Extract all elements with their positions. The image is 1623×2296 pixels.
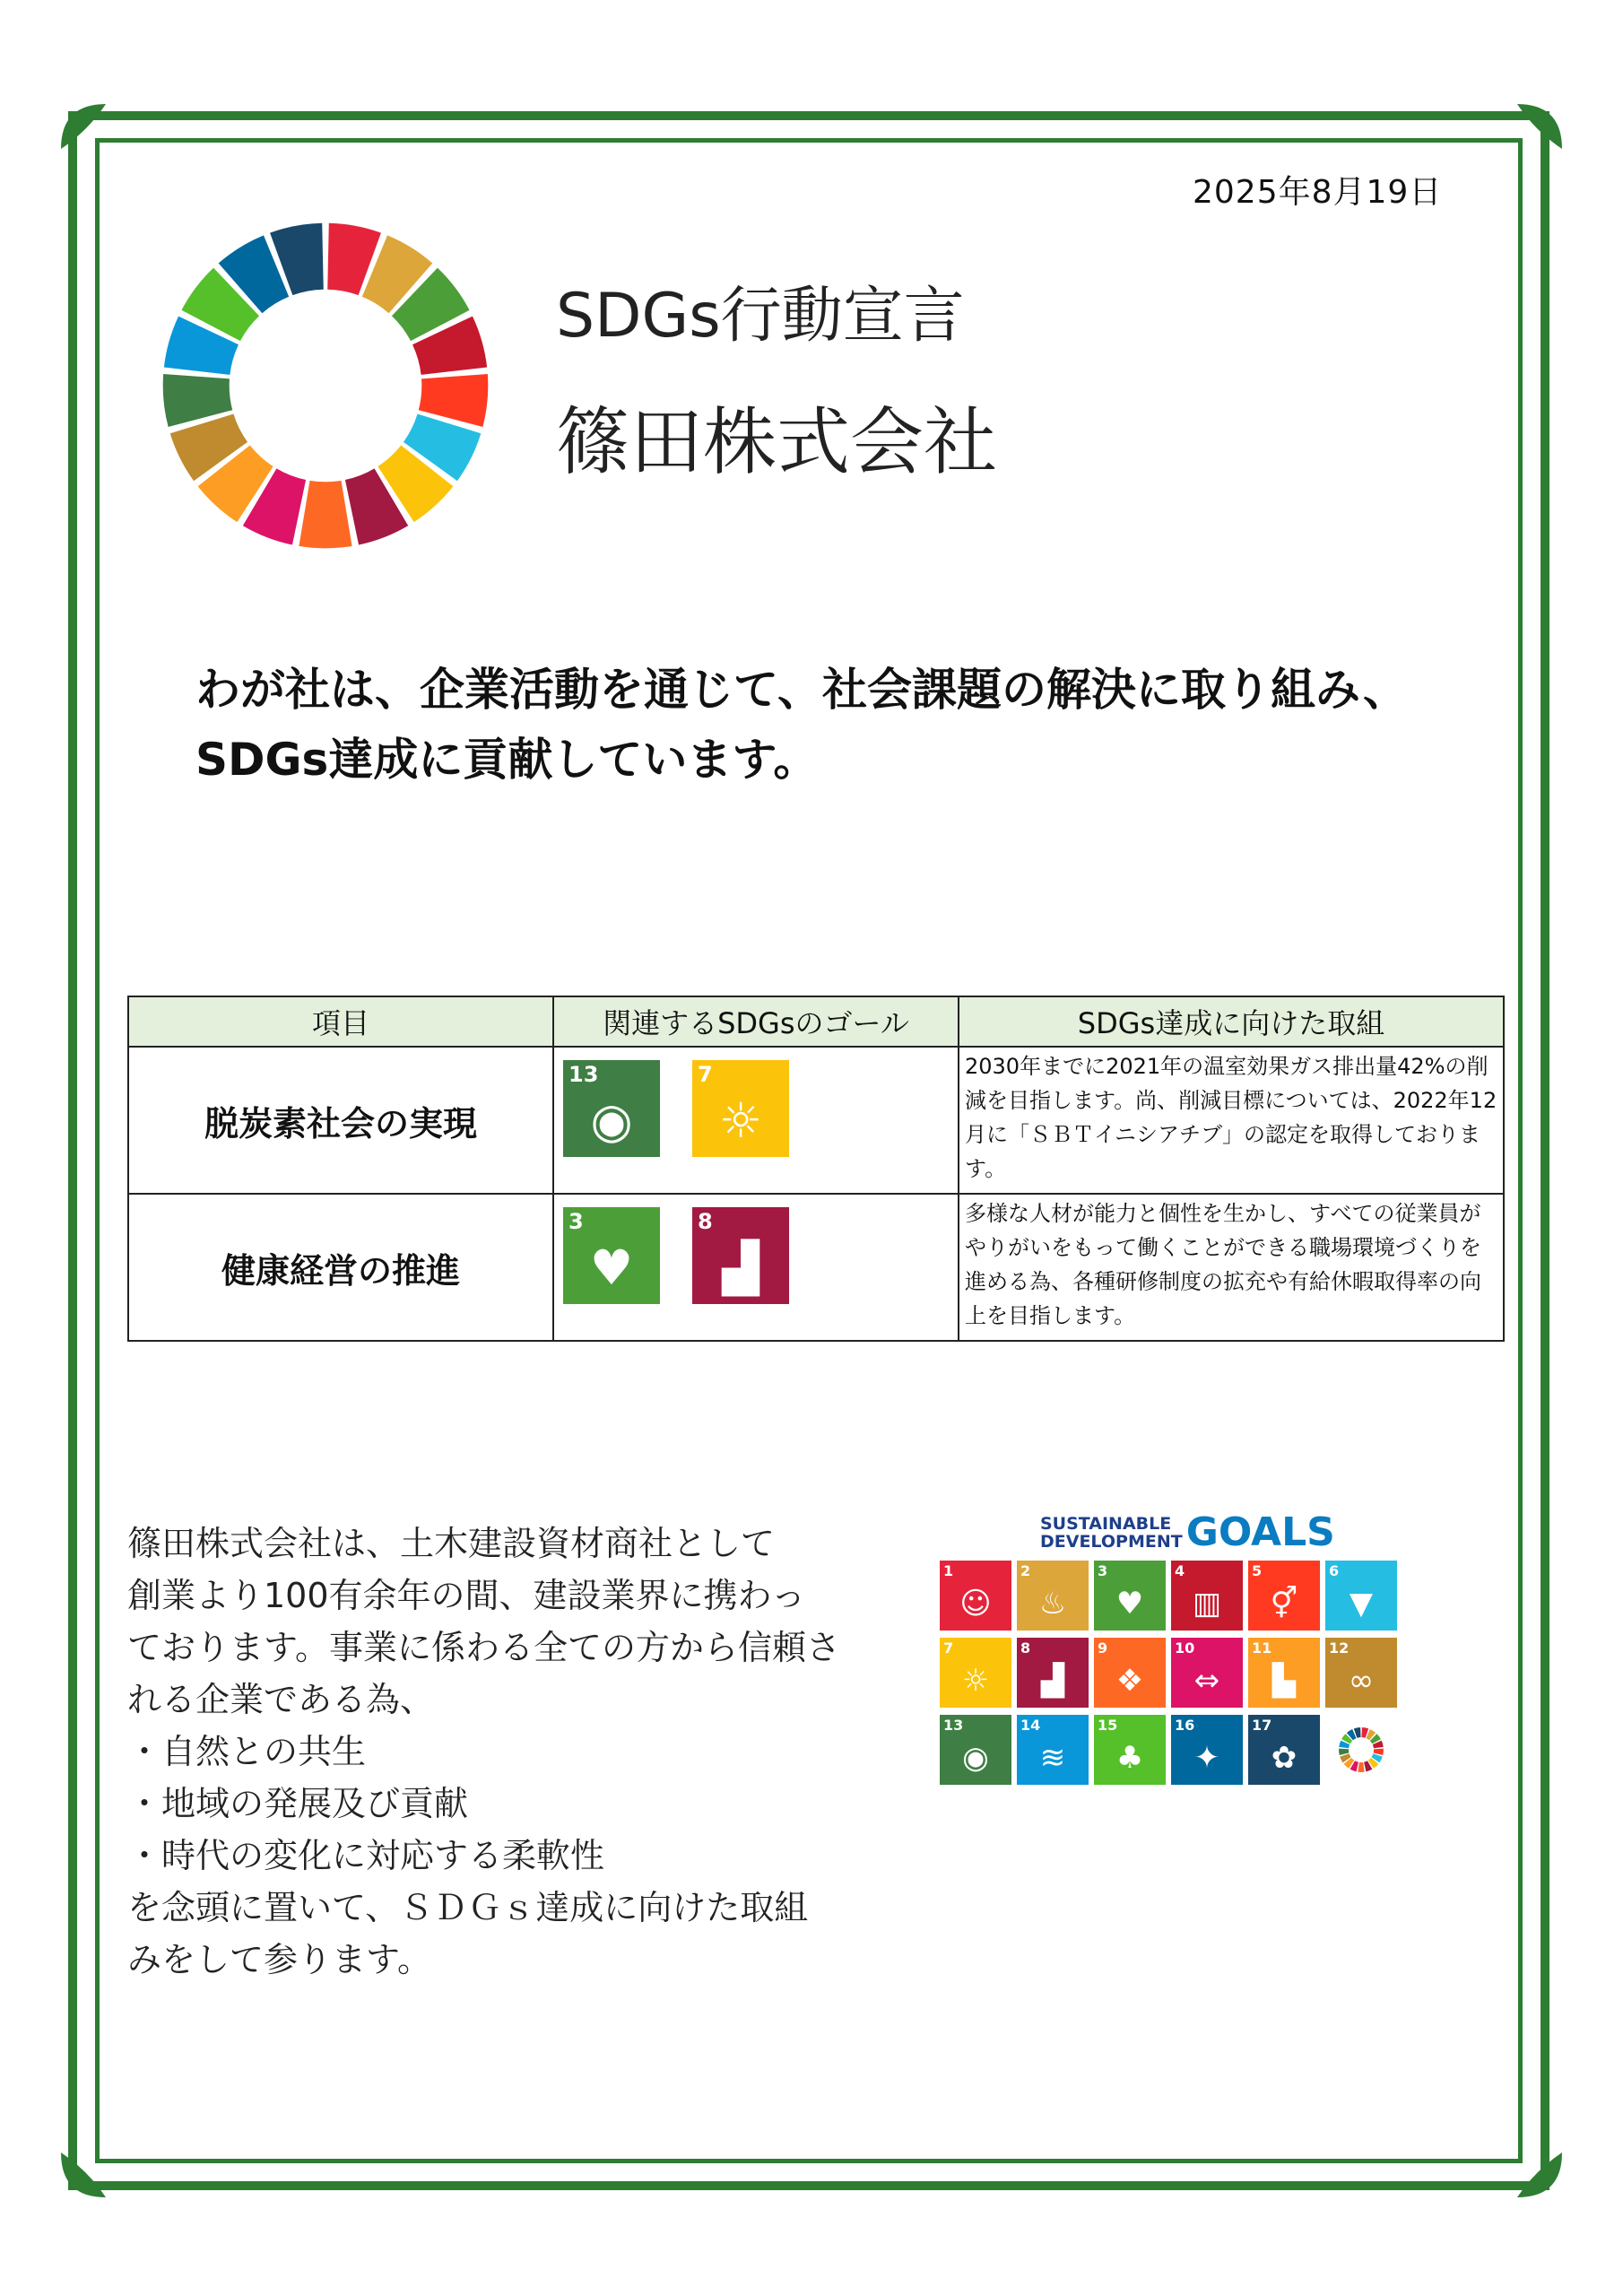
sdg-number: 10 xyxy=(1175,1639,1195,1657)
sdg-number: 15 xyxy=(1098,1717,1118,1734)
sdg-goal-icon: ✦ xyxy=(1193,1740,1220,1776)
sdg-tile-1 xyxy=(940,1561,1011,1631)
sdg-goals-grid xyxy=(940,1561,1406,1787)
sdg-number: 14 xyxy=(1020,1717,1041,1734)
sdg-goal-icon: ◉ xyxy=(962,1740,989,1776)
sdg-number: 13 xyxy=(568,1062,599,1087)
sdg-3-icon xyxy=(563,1207,660,1304)
row-item: 健康経営の推進 xyxy=(128,1194,553,1341)
sdg-logo-subtitle xyxy=(1040,1515,1183,1551)
sdg-number: 8 xyxy=(1020,1639,1031,1657)
sdg-wheel-icon xyxy=(1325,1715,1397,1785)
leaf-corner-icon xyxy=(1463,95,1571,203)
sdg-tile-4 xyxy=(1171,1561,1243,1631)
body-line: を念頭に置いて、ＳＤＧｓ達成に向けた取組 xyxy=(127,1888,809,1927)
body-line: ・自然との共生 xyxy=(127,1732,367,1771)
sdg-goal-icon: ♣ xyxy=(1115,1740,1144,1776)
sdg-logo-line: SUSTAINABLE xyxy=(1040,1513,1172,1534)
sdg-tile-logo xyxy=(1325,1715,1397,1785)
sdg-tile-9 xyxy=(1094,1638,1166,1708)
sdg-number: 8 xyxy=(698,1209,713,1234)
body-line: れる企業である為、 xyxy=(127,1680,435,1719)
sdg-tile-11 xyxy=(1248,1638,1320,1708)
body-line: ・時代の変化に対応する柔軟性 xyxy=(127,1836,605,1875)
table-header: 項目 xyxy=(128,996,553,1047)
sdg-number: 13 xyxy=(943,1717,964,1734)
row-goals xyxy=(553,1047,959,1194)
sdg-goal-icon: ❖ xyxy=(1115,1663,1144,1699)
sdg-number: 12 xyxy=(1329,1639,1350,1657)
sdg-tile-6 xyxy=(1325,1561,1397,1631)
body-text xyxy=(127,1518,845,1986)
mission-statement xyxy=(195,655,1451,795)
page-title: SDGs行動宣言 xyxy=(556,281,965,352)
body-line: みをして参ります。 xyxy=(127,1940,431,1979)
sdg-tile-5 xyxy=(1248,1561,1320,1631)
sdg-number: 7 xyxy=(943,1639,954,1657)
sdg-tile-7 xyxy=(940,1638,1011,1708)
sdg-tile-16 xyxy=(1171,1715,1243,1785)
leaf-corner-icon xyxy=(52,2099,160,2206)
sdg-tile-8 xyxy=(1017,1638,1089,1708)
sdg-goal-icon: ▟ xyxy=(1040,1663,1065,1699)
row-description: 多様な人材が能力と個性を生かし、すべての従業員がやりがいをもって働くことができる職場環境づくりを進める為、各種研修制度の拡充や有給休暇取得率の向上を目指します。 xyxy=(959,1194,1504,1341)
sdg-goal-icon: ✿ xyxy=(1271,1740,1298,1776)
wheel-segment xyxy=(1374,1749,1384,1755)
sdg-wheel-icon xyxy=(160,220,491,552)
sdg-number: 3 xyxy=(1098,1562,1108,1579)
sdg-number: 7 xyxy=(698,1062,713,1087)
row-description: 2030年までに2021年の温室効果ガス排出量42%の削減を目指します。尚、削減目標については、2022年12月に「ＳＢＴイニシアチブ」の認定を取得しております。 xyxy=(959,1047,1504,1194)
eye-globe-icon: ◉ xyxy=(590,1092,633,1149)
sdg-goal-icon: ▙ xyxy=(1271,1663,1297,1699)
goals-table xyxy=(127,996,1505,1342)
sdg-number: 6 xyxy=(1329,1562,1340,1579)
heartbeat-icon: ♥ xyxy=(589,1239,634,1296)
sdg-number: 9 xyxy=(1098,1639,1108,1657)
sdg-13-icon xyxy=(563,1060,660,1157)
sdg-tile-15 xyxy=(1094,1715,1166,1785)
row-goals xyxy=(553,1194,959,1341)
table-row xyxy=(128,1194,1504,1341)
sdg-tile-13 xyxy=(940,1715,1011,1785)
sdg-tile-14 xyxy=(1017,1715,1089,1785)
sdg-tile-3 xyxy=(1094,1561,1166,1631)
body-line: ・地域の発展及び貢献 xyxy=(127,1784,469,1823)
table-header-row xyxy=(128,996,1504,1047)
sdg-number: 4 xyxy=(1175,1562,1185,1579)
table-header: 関連するSDGsのゴール xyxy=(553,996,959,1047)
sdg-goal-icon: ⚥ xyxy=(1270,1586,1298,1622)
sdg-tile-2 xyxy=(1017,1561,1089,1631)
table-row xyxy=(128,1047,1504,1194)
sdg-goal-icon: ⇔ xyxy=(1193,1663,1220,1699)
sdg-8-icon xyxy=(692,1207,789,1304)
date: 2025年8月19日 xyxy=(1193,174,1443,211)
sdg-number: 17 xyxy=(1252,1717,1272,1734)
sdg-number: 11 xyxy=(1252,1639,1272,1657)
sdg-number: 5 xyxy=(1252,1562,1263,1579)
body-line: 創業より100有余年の間、建設業界に携わっ xyxy=(127,1576,806,1615)
sdg-tile-10 xyxy=(1171,1638,1243,1708)
mission-line: わが社は、企業活動を通じて、社会課題の解決に取り組み、 xyxy=(195,664,1408,716)
sun-power-icon: ☼ xyxy=(718,1092,763,1149)
body-line: 篠田株式会社は、土木建設資材商社として xyxy=(127,1524,776,1563)
sdg-goal-icon: ☼ xyxy=(961,1663,990,1699)
growth-chart-icon: ▟ xyxy=(722,1239,759,1296)
sdg-goal-icon: ≋ xyxy=(1039,1740,1066,1776)
sdg-goal-icon: ∞ xyxy=(1348,1663,1375,1699)
sdg-goal-icon: ▼ xyxy=(1349,1586,1374,1622)
sdg-logo-line: DEVELOPMENT xyxy=(1040,1531,1183,1552)
leaf-corner-icon xyxy=(1463,2099,1571,2206)
sdg-tile-12 xyxy=(1325,1638,1397,1708)
company-name: 篠田株式会社 xyxy=(556,400,998,485)
sdg-logo xyxy=(1040,1509,1335,1555)
sdg-goal-icon: ☺ xyxy=(959,1586,992,1622)
sdg-7-icon xyxy=(692,1060,789,1157)
wheel-segment xyxy=(1339,1749,1349,1755)
sdg-goal-icon: ♥ xyxy=(1115,1586,1144,1622)
sdg-goal-icon: ▥ xyxy=(1192,1586,1222,1622)
wheel-segment xyxy=(299,481,352,548)
sdg-number: 3 xyxy=(568,1209,584,1234)
sdg-logo-goals: GOALS xyxy=(1185,1509,1335,1555)
sdg-number: 1 xyxy=(943,1562,954,1579)
table-header: SDGs達成に向けた取組 xyxy=(959,996,1504,1047)
row-item: 脱炭素社会の実現 xyxy=(128,1047,553,1194)
sdg-number: 2 xyxy=(1020,1562,1031,1579)
sdg-tile-17 xyxy=(1248,1715,1320,1785)
leaf-corner-icon xyxy=(52,95,160,203)
body-line: ております。事業に係わる全ての方から信頼さ xyxy=(127,1628,840,1667)
sdg-number: 16 xyxy=(1175,1717,1195,1734)
sdg-goal-icon: ♨ xyxy=(1038,1586,1067,1622)
mission-line: SDGs達成に貢献しています。 xyxy=(195,734,819,786)
wheel-segment xyxy=(1358,1762,1364,1772)
